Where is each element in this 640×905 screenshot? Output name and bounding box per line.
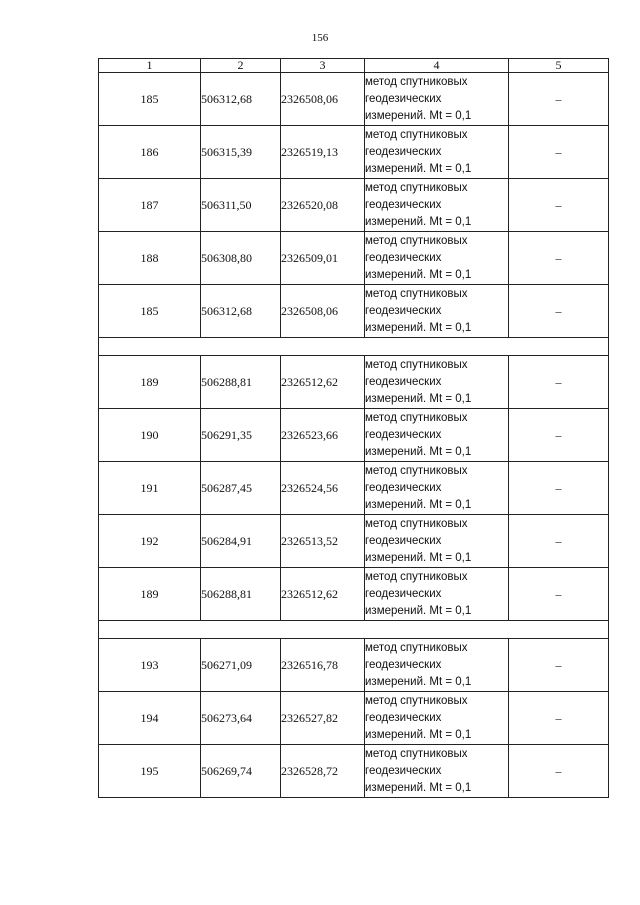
- point-number-cell: 194: [99, 692, 201, 745]
- method-line: измерений. Mt = 0,1: [365, 781, 472, 794]
- column-header-2: 2: [201, 59, 281, 73]
- y-coordinate-cell: 2326528,72: [281, 745, 365, 798]
- column-header-5: 5: [509, 59, 609, 73]
- note-cell: –: [509, 639, 609, 692]
- point-number-cell: 187: [99, 179, 201, 232]
- method-line: метод спутниковых: [365, 128, 468, 141]
- table-row: [99, 639, 609, 692]
- method-line: измерений. Mt = 0,1: [365, 109, 472, 122]
- method-line: измерений. Mt = 0,1: [365, 162, 472, 175]
- method-cell: [365, 285, 509, 338]
- method-line: геодезических: [365, 304, 442, 317]
- method-line: измерений. Mt = 0,1: [365, 268, 472, 281]
- note-cell: –: [509, 692, 609, 745]
- method-line: геодезических: [365, 92, 442, 105]
- y-coordinate-cell: 2326512,62: [281, 356, 365, 409]
- method-line: геодезических: [365, 534, 442, 547]
- method-cell: [365, 515, 509, 568]
- column-header-1: 1: [99, 59, 201, 73]
- method-cell: [365, 409, 509, 462]
- method-line: геодезических: [365, 375, 442, 388]
- method-line: метод спутниковых: [365, 181, 468, 194]
- table-row: [99, 285, 609, 338]
- group-separator-row: [99, 338, 609, 356]
- method-line: геодезических: [365, 711, 442, 724]
- method-cell: [365, 692, 509, 745]
- method-line: геодезических: [365, 145, 442, 158]
- point-number-cell: 189: [99, 568, 201, 621]
- group-separator-cell: [99, 338, 609, 356]
- x-coordinate-cell: 506271,09: [201, 639, 281, 692]
- table-row: [99, 409, 609, 462]
- x-coordinate-cell: 506284,91: [201, 515, 281, 568]
- table-row: [99, 568, 609, 621]
- point-number-cell: 189: [99, 356, 201, 409]
- group-separator-cell: [99, 621, 609, 639]
- method-line: метод спутниковых: [365, 411, 468, 424]
- method-cell: [365, 179, 509, 232]
- method-cell: [365, 126, 509, 179]
- x-coordinate-cell: 506308,80: [201, 232, 281, 285]
- note-cell: –: [509, 232, 609, 285]
- x-coordinate-cell: 506288,81: [201, 356, 281, 409]
- y-coordinate-cell: 2326513,52: [281, 515, 365, 568]
- method-line: геодезических: [365, 481, 442, 494]
- x-coordinate-cell: 506315,39: [201, 126, 281, 179]
- method-line: измерений. Mt = 0,1: [365, 215, 472, 228]
- method-line: метод спутниковых: [365, 464, 468, 477]
- table-body: [99, 73, 609, 798]
- y-coordinate-cell: 2326516,78: [281, 639, 365, 692]
- note-cell: –: [509, 409, 609, 462]
- x-coordinate-cell: 506269,74: [201, 745, 281, 798]
- method-cell: [365, 568, 509, 621]
- point-number-cell: 185: [99, 285, 201, 338]
- note-cell: –: [509, 568, 609, 621]
- note-cell: –: [509, 126, 609, 179]
- table-row: [99, 126, 609, 179]
- point-number-cell: 195: [99, 745, 201, 798]
- page-number: 156: [311, 32, 329, 44]
- y-coordinate-cell: 2326519,13: [281, 126, 365, 179]
- note-cell: –: [509, 515, 609, 568]
- method-line: метод спутниковых: [365, 517, 468, 530]
- method-line: метод спутниковых: [365, 234, 468, 247]
- method-cell: [365, 232, 509, 285]
- column-header-4: 4: [365, 59, 509, 73]
- method-line: измерений. Mt = 0,1: [365, 498, 472, 511]
- point-number-cell: 188: [99, 232, 201, 285]
- method-line: измерений. Mt = 0,1: [365, 675, 472, 688]
- y-coordinate-cell: 2326509,01: [281, 232, 365, 285]
- table-row: [99, 179, 609, 232]
- note-cell: –: [509, 285, 609, 338]
- method-cell: [365, 462, 509, 515]
- method-line: геодезических: [365, 251, 442, 264]
- method-line: геодезических: [365, 198, 442, 211]
- y-coordinate-cell: 2326508,06: [281, 285, 365, 338]
- point-number-cell: 193: [99, 639, 201, 692]
- method-cell: [365, 73, 509, 126]
- method-cell: [365, 356, 509, 409]
- method-line: метод спутниковых: [365, 358, 468, 371]
- table-row: [99, 73, 609, 126]
- method-line: метод спутниковых: [365, 570, 468, 583]
- method-line: измерений. Mt = 0,1: [365, 392, 472, 405]
- method-line: метод спутниковых: [365, 641, 468, 654]
- method-cell: [365, 639, 509, 692]
- note-cell: –: [509, 356, 609, 409]
- note-cell: –: [509, 179, 609, 232]
- x-coordinate-cell: 506312,68: [201, 73, 281, 126]
- coordinates-table: [98, 58, 609, 798]
- method-line: измерений. Mt = 0,1: [365, 445, 472, 458]
- x-coordinate-cell: 506273,64: [201, 692, 281, 745]
- x-coordinate-cell: 506288,81: [201, 568, 281, 621]
- x-coordinate-cell: 506312,68: [201, 285, 281, 338]
- x-coordinate-cell: 506287,45: [201, 462, 281, 515]
- method-line: геодезических: [365, 764, 442, 777]
- method-line: измерений. Mt = 0,1: [365, 551, 472, 564]
- group-separator-row: [99, 621, 609, 639]
- x-coordinate-cell: 506291,35: [201, 409, 281, 462]
- point-number-cell: 186: [99, 126, 201, 179]
- method-line: геодезических: [365, 587, 442, 600]
- table-row: [99, 745, 609, 798]
- note-cell: –: [509, 462, 609, 515]
- method-line: метод спутниковых: [365, 287, 468, 300]
- y-coordinate-cell: 2326523,66: [281, 409, 365, 462]
- y-coordinate-cell: 2326527,82: [281, 692, 365, 745]
- note-cell: –: [509, 745, 609, 798]
- method-line: измерений. Mt = 0,1: [365, 604, 472, 617]
- method-line: метод спутниковых: [365, 747, 468, 760]
- point-number-cell: 191: [99, 462, 201, 515]
- point-number-cell: 192: [99, 515, 201, 568]
- method-line: измерений. Mt = 0,1: [365, 321, 472, 334]
- table-header-row: [99, 59, 609, 73]
- table-row: [99, 692, 609, 745]
- table-row: [99, 232, 609, 285]
- y-coordinate-cell: 2326508,06: [281, 73, 365, 126]
- method-line: метод спутниковых: [365, 694, 468, 707]
- y-coordinate-cell: 2326512,62: [281, 568, 365, 621]
- x-coordinate-cell: 506311,50: [201, 179, 281, 232]
- point-number-cell: 190: [99, 409, 201, 462]
- point-number-cell: 185: [99, 73, 201, 126]
- method-cell: [365, 745, 509, 798]
- column-header-3: 3: [281, 59, 365, 73]
- y-coordinate-cell: 2326520,08: [281, 179, 365, 232]
- method-line: геодезических: [365, 428, 442, 441]
- table-row: [99, 356, 609, 409]
- note-cell: –: [509, 73, 609, 126]
- table-row: [99, 515, 609, 568]
- method-line: измерений. Mt = 0,1: [365, 728, 472, 741]
- method-line: геодезических: [365, 658, 442, 671]
- table-row: [99, 462, 609, 515]
- method-line: метод спутниковых: [365, 75, 468, 88]
- y-coordinate-cell: 2326524,56: [281, 462, 365, 515]
